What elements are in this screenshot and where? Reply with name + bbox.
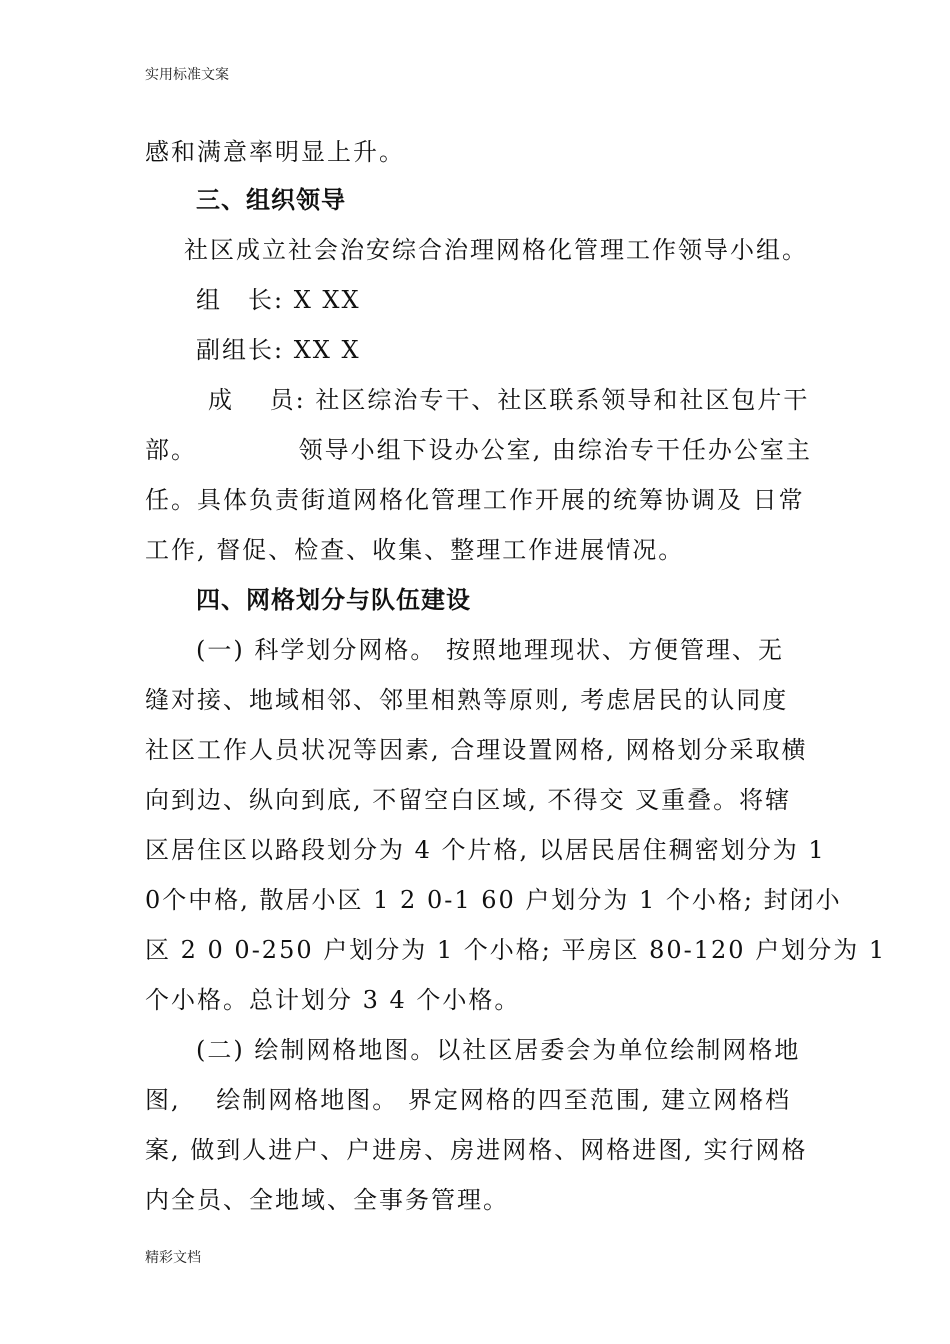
paragraph-line: (一) 科学划分网格。 按照地理现状、方便管理、无 — [196, 636, 784, 664]
paragraph-line: 缝对接、地域相邻、邻里相熟等原则, 考虑居民的认同度 — [145, 686, 789, 714]
paragraph-line: 部。 领导小组下设办公室, 由综治专干任办公室主 — [145, 436, 812, 464]
deputy-leader-line: 副组长: XX X — [196, 336, 361, 364]
paragraph-line: 图, 绘制网格地图。 界定网格的四至范围, 建立网格档 — [145, 1086, 792, 1114]
paragraph-line: 0个中格, 散居小区 1 2 0-1 60 户划分为 1 个小格; 封闭小 — [145, 886, 842, 914]
paragraph-line: 区 2 0 0-250 户划分为 1 个小格; 平房区 80-120 户划分为 1 — [145, 936, 887, 964]
section-heading: 四、网格划分与队伍建设 — [196, 586, 471, 614]
paragraph-line: 社区工作人员状况等因素, 合理设置网格, 网格划分采取横 — [145, 736, 808, 764]
page-header: 实用标准文案 — [145, 67, 229, 83]
paragraph-line: 向到边、纵向到底, 不留空白区域, 不得交 叉重叠。将辖 — [145, 786, 792, 814]
paragraph-line: 个小格。总计划分 3 4 个小格。 — [145, 986, 521, 1014]
paragraph-line: 内全员、全地域、全事务管理。 — [145, 1186, 509, 1214]
leader-line: 组 长: X XX — [196, 286, 361, 314]
members-line: 成 员: 社区综治专干、社区联系领导和社区包片干 — [208, 386, 810, 414]
paragraph-line: 感和满意率明显上升。 — [145, 138, 405, 166]
section-heading: 三、组织领导 — [196, 186, 346, 214]
paragraph-line: 任。具体负责街道网格化管理工作开展的统筹协调及 日常 — [145, 486, 805, 514]
paragraph-line: 社区成立社会治安综合治理网格化管理工作领导小组。 — [184, 236, 808, 264]
paragraph-line: 工作, 督促、检查、收集、整理工作进展情况。 — [145, 536, 685, 564]
paragraph-line: (二) 绘制网格地图。以社区居委会为单位绘制网格地 — [196, 1036, 801, 1064]
page-footer: 精彩文档 — [145, 1250, 201, 1266]
paragraph-line: 案, 做到人进户、户进房、房进网格、网格进图, 实行网格 — [145, 1136, 808, 1164]
paragraph-line: 区居住区以路段划分为 4 个片格, 以居民居住稠密划分为 1 — [145, 836, 826, 864]
